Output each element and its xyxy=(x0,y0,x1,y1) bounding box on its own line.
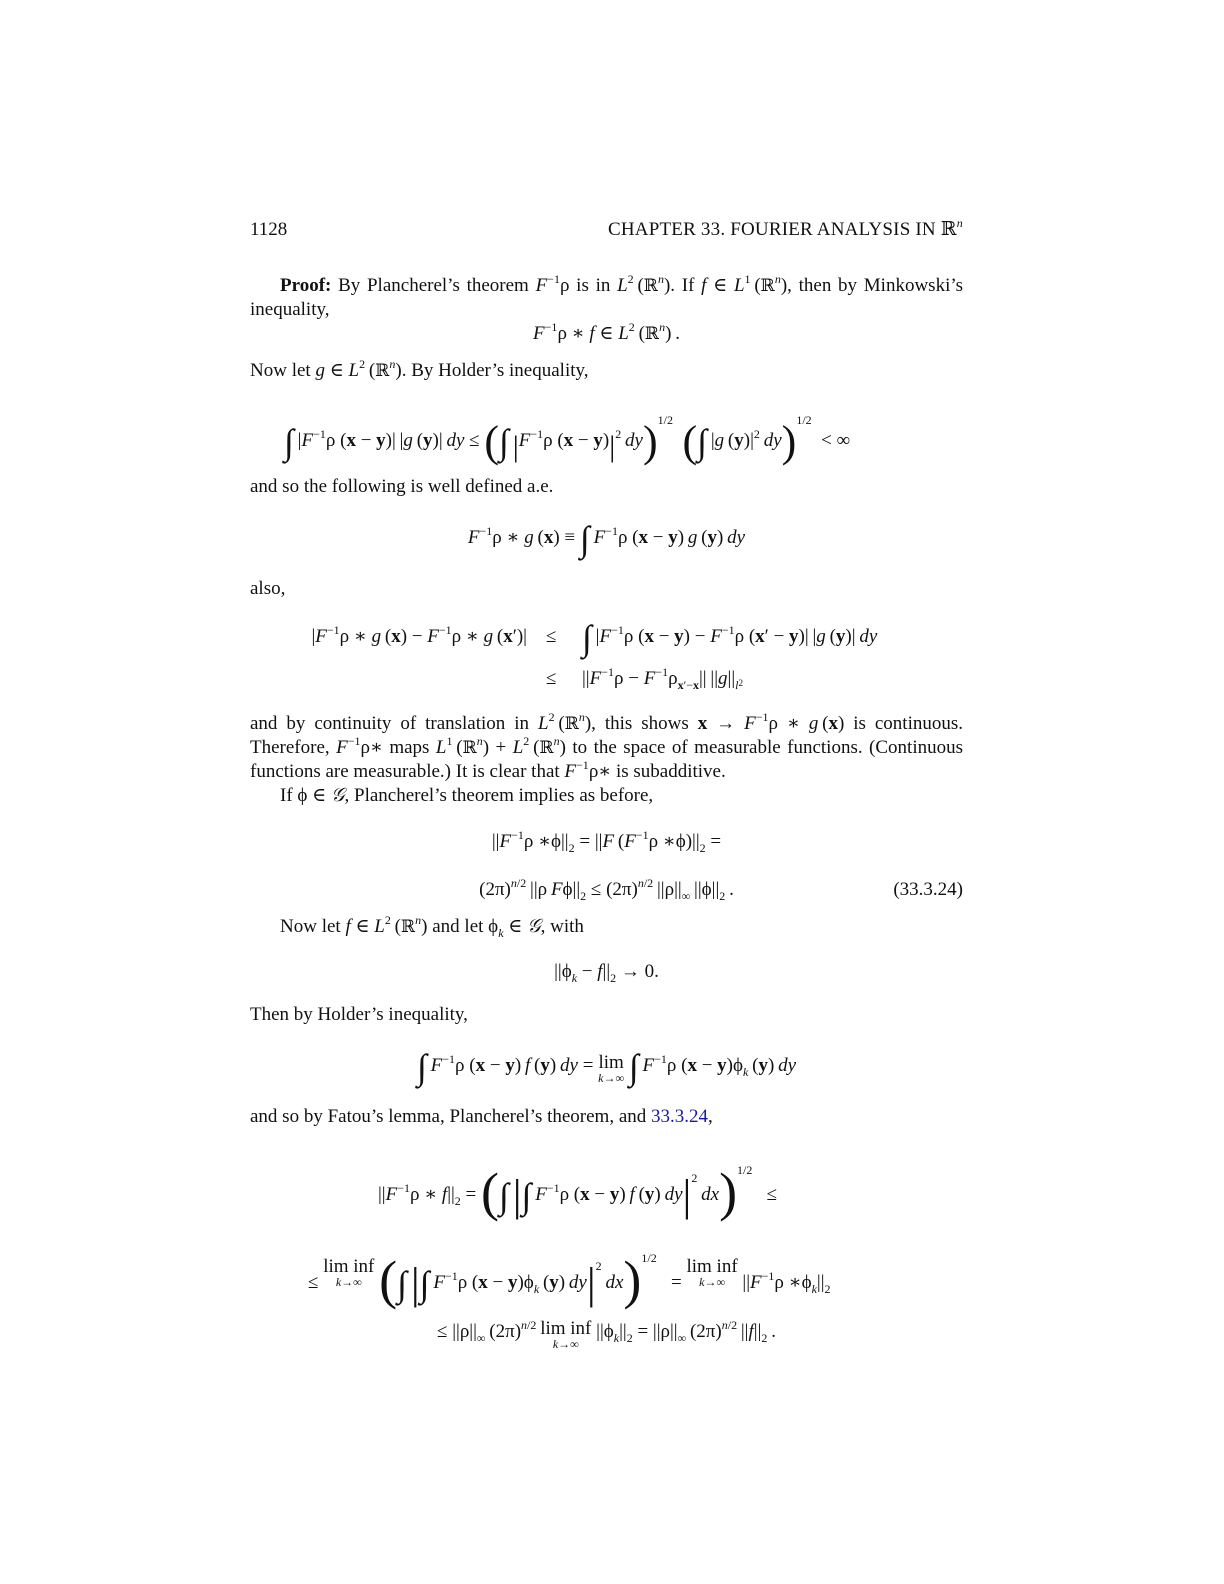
page-number: 1128 xyxy=(250,219,288,240)
paragraph-approximation: Now let f ∈ $L^2$ (ℝ$^n$) and let $\phi_k$ ∈ 𝒢, with xyxy=(280,913,584,940)
equation-reference-link[interactable]: 33.3.24 xyxy=(651,1106,709,1127)
equation-plancherel-line-1: $||F^{-1}\rho$ $∗\phi||_2 = ||F$ ($F^{-1}\rho$ $∗\phi)||_2$ = xyxy=(491,828,722,855)
equation-limit-integral: ∫ $F^{-1}\rho$ (x − y) f (y) dy = lim k→∞ ∫ $F^{-1}\rho$ $(x - y)\phi_k$ (y) dy xyxy=(416,1047,797,1087)
page: 1128 CHAPTER 33. FOURIER ANALYSIS IN ℝ$^n$ Proof: By Plancherel’s theorem $F^{-1}\rho$ is in $L^2$ (ℝ$^n$). If f ∈ $L^1$ (ℝ$^n$), then by Minkowski’s inequality, $F^{-1}\rho$ ∗ f ∈ $L^2$ (ℝ$^n$) . Now let g ∈ $L^2$ (ℝ$^n$). By Holder’s inequality, ∫ $|F^{-1}\rho$ (x − y)| |g (y)| dy ≤ (∫ $|F^{-1}\rho$ $(x - y)|^2$ dy)$^{1/2}$ (∫ |g $(y)|^2$ dy)$^{1/2}$ < ∞ and so the following is well defined a.e. $F^{-1}\rho$ ∗ g (x) ≡ ∫ $F^{-1}\rho$ (x − y) g (y) dy also, $|F^{-1}\rho$ ∗ g $(x) - F^{-1}\rho$ ∗ g (x′)| ≤ ∫ $|F^{-1}\rho$ $(x - y) - F^{-1}\rho$ (x′ − y)| |g (y)| dy ≤ $||F^{-1}\rho - F^{-1}\rho_{x'-x}||$ $||g||_{l^2}$ and by continuity of translation in $L^2$ (ℝ$^n$), this shows $x \to F^{-1}\rho$ ∗ g (x) is continuous. Therefore, $F^{-1}\rho∗$ maps $L^1$ (ℝ$^n$) + $L^2$ (ℝ$^n$) to the space of measurable functions. (Continuous functions are measurable.) It is clear that $F^{-1}\rho∗$ is subadditive. If ϕ ∈ 𝒢, Plancherel’s theorem implies as before, $||F^{-1}\rho$ $∗\phi||_2 = ||F$ ($F^{-1}\rho$ $∗\phi)||_2$ = $(2\pi)^{n/2}$ ||ρ $F\phi||_2 \le (2\pi)^{n/2}$ $||\rho||_\infty$ $||\phi||_2$ . (33.3.24) Now let f ∈ $L^2$ (ℝ$^n$) and let $\phi_k$ ∈ 𝒢, with $||\phi_k - f||_2 \to 0$. Then by Holder’s inequality, ∫ $F^{-1}\rho$ (x − y) f (y) dy = lim k→∞ ∫ $F^{-1}\rho$ $(x - y)\phi_k$ (y) dy and so by Fatou’s lemma, Plancherel’s theorem, and 33.3.24, $||F^{-1}\rho$ ∗ $f||_2$ = (∫ |∫ $F^{-1}\rho$ (x − y) f (y) $dy|^2$ dx)$^{1/2}$ ≤ ≤ lim inf k→∞ (∫ |∫ $F^{-1}\rho$ $(x - y)\phi_k$ (y) $dy|^2$ dx)$^{1/2}$ = lim inf k→∞ $||F^{-1}\rho$ $∗\phi_k||_2$ ≤ $||\rho||_\infty$ $(2\pi)^{n/2}$ lim inf k→∞ $||\phi_k||_2 = ||\rho||_\infty$ $(2\pi)^{n/2}$ $||f||_2$ . xyxy=(250,0,963,1584)
equation-convergence: $||\phi_k - f||_2 \to 0$. xyxy=(554,961,659,985)
equation-fatou-line-3: ≤ $||\rho||_\infty$ $(2\pi)^{n/2}$ lim inf k→∞ $||\phi_k||_2 = ||\rho||_\infty$ $(2\pi)^{n/2}$ $||f||_2$ . xyxy=(437,1318,776,1351)
paragraph-schwartz: If ϕ ∈ 𝒢, Plancherel’s theorem implies as before, xyxy=(280,785,654,806)
equation-plancherel-line-2: $(2\pi)^{n/2}$ ||ρ $F\phi||_2 \le (2\pi)^{n/2}$ $||\rho||_\infty$ $||\phi||_2$ . (33.3.24) xyxy=(479,876,963,903)
equation-minkowski: $F^{-1}\rho$ ∗ f ∈ $L^2$ (ℝ$^n$) . xyxy=(533,320,680,344)
running-header xyxy=(250,218,963,244)
equation-holder-bound: ∫ $|F^{-1}\rho$ (x − y)| |g (y)| dy ≤ (∫ $|F^{-1}\rho$ $(x - y)|^2$ dy)$^{1/2}$ (∫ |g $(y)|^2$ dy)$^{1/2}$ < ∞ xyxy=(284,413,851,466)
proof-paragraph: Proof: By Plancherel’s theorem $F^{-1}\rho$ is in $L^2$ (ℝ$^n$). If f ∈ $L^1$ (ℝ$^n$), then by Minkowski’s inequality, xyxy=(250,272,964,320)
paragraph-also: also, xyxy=(250,578,286,599)
paragraph-then-holder: Then by Holder’s inequality, xyxy=(250,1004,468,1025)
paragraph-holder: Now let g ∈ $L^2$ (ℝ$^n$). By Holder’s inequality, xyxy=(250,357,589,381)
equation-convolution-definition: $F^{-1}\rho$ ∗ g (x) ≡ ∫ $F^{-1}\rho$ (x − y) g (y) dy xyxy=(467,519,746,559)
equation-fatou-line-2: ≤ lim inf k→∞ (∫ |∫ $F^{-1}\rho$ $(x - y)\phi_k$ (y) $dy|^2$ dx)$^{1/2}$ = lim inf k→∞ $||F^{-1}\rho$ $∗\phi_k||_2$ xyxy=(308,1250,831,1310)
paragraph-well-defined: and so the following is well defined a.e. xyxy=(250,476,554,497)
proof-label: Proof: xyxy=(280,275,332,296)
chapter-title: CHAPTER 33. FOURIER ANALYSIS IN ℝ$^n$ xyxy=(608,216,963,240)
equation-number: (33.3.24) xyxy=(893,879,963,900)
paragraph-fatou: and so by Fatou’s lemma, Plancherel’s theorem, and 33.3.24, xyxy=(250,1106,713,1127)
equation-fatou-line-1: $||F^{-1}\rho$ ∗ $f||_2$ = (∫ |∫ $F^{-1}\rho$ (x − y) f (y) $dy|^2$ dx)$^{1/2}$ ≤ xyxy=(378,1162,778,1222)
paragraph-continuity: and by continuity of translation in $L^2$ (ℝ$^n$), this shows $x \to F^{-1}\rho$ ∗ g (x) is continuous. Therefore, $F^{-1}\rho∗$ maps $L^1$ (ℝ$^n$) + $L^2$ (ℝ$^n$) to the space of measurable functions. (Continuous functions are measurable.) It is clear that $F^{-1}\rho∗$ is subadditive. xyxy=(250,710,964,782)
